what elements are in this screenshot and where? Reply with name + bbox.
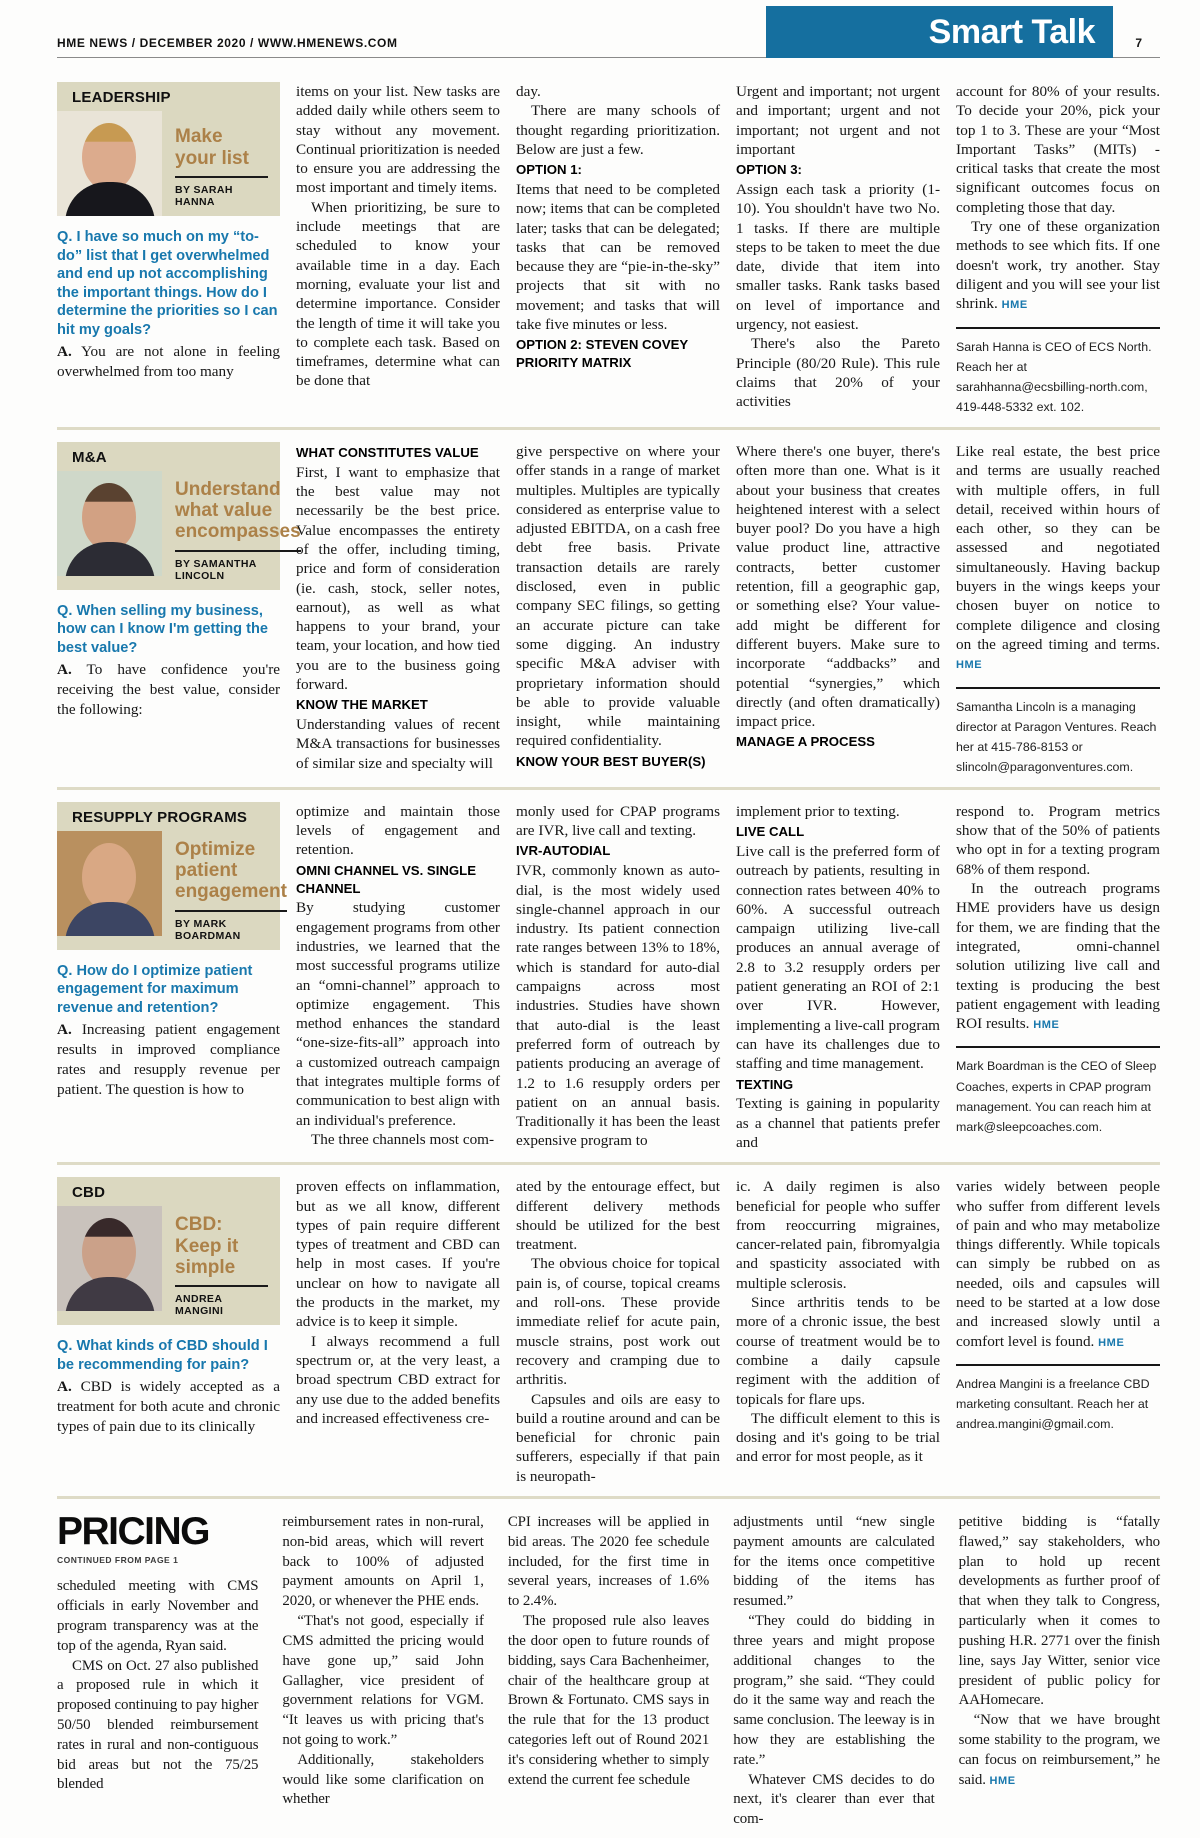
paragraph: “They could do bidding in three years and might propose additional changes to the program,” she said. “They could do it the same way and reach the same conclusion. The leeway is in how they are establishing the rate.” <box>733 1613 935 1768</box>
paragraph: Understanding values of recent M&A transactions for businesses of similar size and specialty will <box>296 716 500 772</box>
answer-text: A. To have confidence you're receiving the best value, consider the following: <box>57 661 280 718</box>
portrait-photo <box>57 1206 162 1311</box>
article-column <box>736 82 940 417</box>
profile-body <box>57 471 301 590</box>
paragraph: give perspective on where your offer stands in a range of market multiples. Multiples are typically considered as enterprise value to adjusted EBITDA, on a cash free debt free basis. Private transaction details are rarely disclosed, even in public company SEC filings, so getting an accurate picture can take some digging. An industry specific M&A adviser with proprietary information should be able to provide valuable insight, while maintaining required confidentiality. <box>516 442 720 750</box>
pricing-column <box>733 1513 934 1830</box>
qa-section-cbd <box>57 1165 1160 1499</box>
answer-label: A. <box>57 661 72 679</box>
continued-from-label: CONTINUED FROM PAGE 1 <box>57 1555 179 1566</box>
byline-rule <box>175 550 301 552</box>
paragraph: monly used for CPAP programs are IVR, live call and texting. <box>516 802 720 840</box>
paragraph: When prioritizing, be sure to include meetings that are scheduled to know your available time in a day. Each morning, evaluate your list and determine importance. Consider the length of time it will take you to complete each task. Based on timeframes, determine what can be done that <box>296 198 500 390</box>
article-column <box>296 802 500 1152</box>
answer-text: A. Increasing patient engagement results in improved compliance rates and resupply revenue per patient. The question is how to <box>57 1021 280 1098</box>
paragraph: Assign each task a priority (1-10). You shouldn't have two No. 1 tasks. If there are multiple steps to be taken to meet the due date, divide that item into smaller tasks. Rank tasks based on level of importance and urgency, not easiest. <box>736 181 940 334</box>
byline-rule <box>175 910 287 912</box>
paragraph: day. <box>516 83 541 100</box>
section-tab: CBD <box>72 1184 106 1202</box>
profile-box <box>57 802 287 950</box>
byline: BY SAMANTHA LINCOLN <box>175 557 257 582</box>
left-rail <box>57 442 301 777</box>
section-tab: LEADERSHIP <box>72 89 171 106</box>
answer-label: A. <box>57 1378 72 1396</box>
article-column <box>956 802 1160 1152</box>
paragraph: scheduled meeting with CMS officials in early November and program transparency was at the top of the agenda, Ryan said. <box>57 1578 259 1654</box>
paragraph: Urgent and important; not urgent and important; urgent and not important; not urgent and not important <box>736 83 940 158</box>
paragraph: By studying customer engagement programs from other industries, we learned that the most successful programs utilize an “omni-channel” approach to optimize engagement. This method enhances the standard “one-size-fits-all” approach into a customized outreach campaign that integrates multiple forms of communication to best align with an individual's preference. <box>296 899 500 1129</box>
left-rail <box>57 802 287 1152</box>
article-column <box>956 82 1160 417</box>
pricing-headline: PRICING <box>57 1510 210 1553</box>
paragraph: ic. A daily regimen is also beneficial for people who suffer from reoccurring migraines, cancer-related pain, fibromyalgia and spasticity associated with multiple sclerosis. <box>736 1178 940 1292</box>
title-area <box>162 1206 280 1325</box>
article-column <box>956 442 1160 777</box>
paragraph: The proposed rule also leaves the door open to future rounds of bidding, says Cara Bachenheimer, chair of the healthcare group at Brown & Fortunato. CMS says in the rule that for the 13 product categories left out of Round 2021 it's considering whether to simply extend the current fee schedule <box>507 1613 710 1788</box>
answer-label: A. <box>57 343 72 361</box>
paragraph: IVR, commonly known as auto-dial, is the most widely used single-channel approach in our industry. Its patient connection rate ranges between 13% to 18%, which is standard for auto-dial campaigns across most industries. Studies have shown that auto-dial is the least preferred form of outreach by patients producing an average of 1.2 to 1.6 resupply orders per patient on an annual basis. Traditionally it has been the least expensive program to <box>516 862 720 1150</box>
question-text: Q. How do I optimize patient engagement for maximum revenue and retention? <box>57 962 253 1016</box>
article-columns <box>296 802 1160 1152</box>
paragraph: The difficult element to this is dosing and it's going to be trial and error for most people, as it <box>736 1409 940 1466</box>
paragraph: ated by the entourage effect, but different delivery methods should be utilized for the best treatment. <box>516 1178 720 1254</box>
paragraph: Whatever CMS decides to do next, it's clearer than ever that com- <box>733 1771 935 1828</box>
hme-end-tag: HME <box>1001 299 1028 312</box>
subhead: IVR-AUTODIAL <box>516 843 611 859</box>
paragraph: The three channels most com- <box>311 1130 495 1148</box>
paragraph: account for 80% of your results. To decide your 20%, pick your top 1 to 3. These are your “Most Important Tasks” (MITs) - critical tasks that create the most significant outcomes focus on completing those that day. <box>956 83 1160 216</box>
smart-talk-banner: Smart Talk <box>766 6 1113 58</box>
profile-body <box>57 111 280 216</box>
article-column <box>516 82 720 417</box>
question-text: Q. When selling my business, how can I know I'm getting the best value? <box>57 602 269 656</box>
paragraph: Texting is gaining in popularity as a channel that patients prefer and <box>736 1095 940 1151</box>
sections <box>57 70 1160 1499</box>
author-bio: Andrea Mangini is a freelance CBD marketing consultant. Reach her at andrea.mangini@gmail.com. <box>956 1364 1160 1434</box>
paragraph: Additionally, stakeholders would like some clarification on whether <box>282 1751 484 1808</box>
subhead: OMNI CHANNEL VS. SINGLE CHANNEL <box>296 862 477 896</box>
article-column <box>296 82 500 417</box>
masthead: HME NEWS / DECEMBER 2020 / WWW.HMENEWS.COM <box>57 36 398 50</box>
title-area <box>162 831 299 950</box>
paragraph: There are many schools of thought regarding prioritization. Below are just a few. <box>516 102 720 158</box>
subhead: KNOW YOUR BEST BUYER(S) <box>516 753 706 769</box>
article-column <box>516 442 720 777</box>
paragraph: respond to. Program metrics show that of the 50% of patients who opt in for a texting program 68% of them respond. <box>956 802 1160 878</box>
qa-section-resupply <box>57 790 1160 1165</box>
subhead: OPTION 2: STEVEN COVEY PRIORITY MATRIX <box>516 337 688 371</box>
left-rail <box>57 82 280 417</box>
column-title: CBD: Keep it simple <box>175 1214 239 1278</box>
section-tab: RESUPPLY PROGRAMS <box>72 808 248 826</box>
answer-text: A. CBD is widely accepted as a treatment for both acute and chronic types of pain due to its clinically <box>57 1378 280 1435</box>
pricing-column <box>508 1513 709 1830</box>
byline: BY SARAH HANNA <box>175 184 233 208</box>
paragraph: petitive bidding is “fatally flawed,” say stakeholders, who plan to hold up recent developments as further proof of that when they talk to Congress, particularly when it comes to pushing H.R. 2771 over the finish line, says Jay Witter, senior vice president of public policy for AAHomecare. <box>958 1514 1161 1709</box>
paragraph: Try one of these organization methods to see which fits. If one doesn't work, try another. Stay diligent and you will see your list shrink. HME <box>956 218 1160 313</box>
paragraph: items on your list. New tasks are added daily while others seem to stay without any movement. Continual prioritization is needed to ensure you are addressing the most important and timely items. <box>296 83 500 197</box>
hme-end-tag: HME <box>956 659 983 672</box>
paragraph: implement prior to texting. <box>736 802 900 820</box>
paragraph: proven effects on inflammation, but as we all know, different types of pain require different types of treatment and CBD can help in most cases. If you're unclear on how to navigate all the products in the market, my advice is to keep it simple. <box>296 1178 500 1331</box>
page-header <box>57 0 1160 60</box>
article-columns <box>296 442 1160 777</box>
column-title: Make your list <box>175 126 249 169</box>
subhead: KNOW THE MARKET <box>296 697 428 713</box>
answer-text: A. You are not alone in feeling overwhelmed from too many <box>57 343 280 380</box>
paragraph: First, I want to emphasize that the best value may not necessarily be the best price. Value encompasses the entirety of the offer, including timing, price and form of consideration (ie. cash, stock, seller notes, earnout), as well as what happens to your brand, your team, your location, and how tied you are to the business going forward. <box>296 463 500 694</box>
article-column <box>736 1177 940 1486</box>
paragraph: varies widely between people who suffer from different levels of pain and who may metabolize things differently. While topicals can simply be rubbed on as needed, oils and capsules will need to be started at a low dose and increased slowly until a comfort level is found. HME <box>956 1178 1160 1350</box>
question-text: Q. What kinds of CBD should I be recommending for pain? <box>57 1338 268 1373</box>
article-column <box>296 442 500 777</box>
paragraph: Since arthritis tends to be more of a chronic issue, the best course of treatment would be to combine a daily capsule regiment with the addition of topicals for flare ups. <box>736 1294 940 1408</box>
article-column <box>296 1177 500 1486</box>
subhead: WHAT CONSTITUTES VALUE <box>296 444 479 460</box>
hme-end-tag: HME <box>989 1774 1016 1787</box>
pricing-column <box>959 1513 1160 1830</box>
paragraph: “Now that we have brought some stability to the program, we can focus on reimbursement,” he said. HME <box>958 1712 1161 1788</box>
subhead: MANAGE A PROCESS <box>736 734 875 750</box>
byline-rule <box>175 176 268 178</box>
question-text: Q. I have so much on my “to-do” list that I get overwhelmed and end up not accomplishing the important things. How do I determine the priorities so I can hit my goals? <box>57 229 278 338</box>
portrait-photo <box>57 111 162 216</box>
byline: ANDREA MANGINI <box>175 1293 224 1318</box>
pricing-column <box>282 1513 483 1830</box>
paragraph: Where there's one buyer, there's often more than one. What is it about your business that creates heightened interest with a select buyer pool? Do you have a high value product line, attractive contracts, better customer retention, fill a geographic gap, or something else? Your value-add might be different for different buyers. Make sure to incorporate “addbacks” and potential “synergies,” which directly (and often dramatically) impact price. <box>736 442 940 731</box>
byline: BY MARK BOARDMAN <box>175 917 241 942</box>
subhead: OPTION 1: <box>516 162 582 178</box>
paragraph: Capsules and oils are easy to build a routine around and can be beneficial for chronic pain sufferers, especially if that pain is neuropath- <box>516 1390 720 1485</box>
profile-box <box>57 82 280 216</box>
column-title: Understand what value encompasses <box>175 478 301 543</box>
paragraph: CMS on Oct. 27 also published a proposed rule in which it proposed continuing to pay higher 50/50 blended reimbursement rates in rural and non-contiguous bid areas but not the 75/25 blended <box>57 1657 259 1793</box>
paragraph: In the outreach programs HME providers have us design for them, we are finding that the integrated, omni-channel solution utilizing live call and texting is producing the best patient engagement with leading ROI results. HME <box>956 880 1160 1033</box>
byline-rule <box>175 1285 268 1287</box>
paragraph: reimbursement rates in non-rural, non-bid areas, which will revert back to 100% of adjusted payment amounts on April 1, 2020, or whenever the PHE ends. <box>282 1514 484 1610</box>
article-column <box>736 442 940 777</box>
pricing-column <box>57 1510 259 1830</box>
hme-end-tag: HME <box>1098 1336 1125 1349</box>
paragraph: There's also the Pareto Principle (80/20 Rule). This rule claims that 20% of your activities <box>736 335 940 411</box>
subhead: OPTION 3: <box>736 162 802 178</box>
article-column <box>956 1177 1160 1486</box>
paragraph: The obvious choice for topical pain is, of course, topical creams and roll-ons. These provide immediate relief for acute pain, muscle strains, post work out recovery and cramping due to arthritis. <box>516 1255 720 1389</box>
article-column <box>516 802 720 1152</box>
qa-section-ma <box>57 430 1160 790</box>
portrait-photo <box>57 471 162 576</box>
author-bio: Sarah Hanna is CEO of ECS North. Reach her at sarahhanna@ecsbilling-north.com, 419-448-5332 ext. 102. <box>956 327 1160 417</box>
title-area <box>162 111 280 216</box>
author-bio: Samantha Lincoln is a managing director at Paragon Ventures. Reach her at 415-786-8153 or slincoln@paragonventures.com. <box>956 687 1160 777</box>
article-column <box>736 802 940 1152</box>
left-rail <box>57 1177 280 1486</box>
subhead: LIVE CALL <box>736 824 805 840</box>
paragraph: adjustments until “new single payment amounts are calculated for the items once competitive bidding of the items has resumed.” <box>733 1514 935 1610</box>
paragraph: Items that need to be completed now; items that can be completed later; tasks that can be delegated; tasks that can be removed because they are “pie-in-the-sky” projects that sit with no movement; and tasks that will take five minutes or less. <box>516 181 720 334</box>
hme-end-tag: HME <box>1033 1019 1060 1032</box>
answer-label: A. <box>57 1021 72 1039</box>
article-columns <box>296 82 1160 417</box>
title-area <box>162 471 313 590</box>
section-tab: M&A <box>72 448 107 466</box>
paragraph: Live call is the preferred form of outreach by patients, resulting in connection rates between 40% to 60%. A successful outreach campaign utilizing live-call produces an annual average of 2.8 to 3.2 resupply orders per patient generating an ROI of 2:1 over IVR. However, implementing a live-call program can have its challenges due to staffing and time management. <box>736 842 940 1073</box>
paragraph: CPI increases will be applied in bid areas. The 2020 fee schedule included, for the first time in several years, increases of 1.6% to 2.4%. <box>507 1514 710 1610</box>
article-column <box>516 1177 720 1486</box>
pricing-article <box>57 1499 1160 1838</box>
paragraph: optimize and maintain those levels of engagement and retention. <box>296 802 500 859</box>
subhead: TEXTING <box>736 1076 794 1092</box>
paragraph: I always recommend a full spectrum or, at the very least, a broad spectrum CBD extract for any use due to the added benefits and increased effectiveness cre- <box>296 1332 500 1427</box>
paragraph: Like real estate, the best price and terms are usually reached with multiple offers, in full detail, received within hours of each other, so they can be assessed and negotiated simultaneously. Having backup buyers in the wings keeps your chosen buyer on notice to complete diligence and closing on the agreed timing and terms. HME <box>956 442 1160 672</box>
column-title: Optimize patient engagement <box>175 838 287 903</box>
paragraph: “That's not good, especially if CMS admitted the pricing would have gone up,” said John Gallagher, vice president of government relations for VGM. “It leaves us with pricing that's not going to work.” <box>282 1613 484 1748</box>
portrait-photo <box>57 831 162 936</box>
author-bio: Mark Boardman is the CEO of Sleep Coaches, experts in CPAP program management. You can reach him at mark@sleepcoaches.com. <box>956 1046 1160 1136</box>
qa-section-leadership <box>57 70 1160 430</box>
profile-body <box>57 1206 280 1325</box>
profile-box <box>57 1177 280 1325</box>
profile-body <box>57 831 287 950</box>
profile-box <box>57 442 301 590</box>
page-number: 7 <box>1135 36 1142 50</box>
article-columns <box>296 1177 1160 1486</box>
